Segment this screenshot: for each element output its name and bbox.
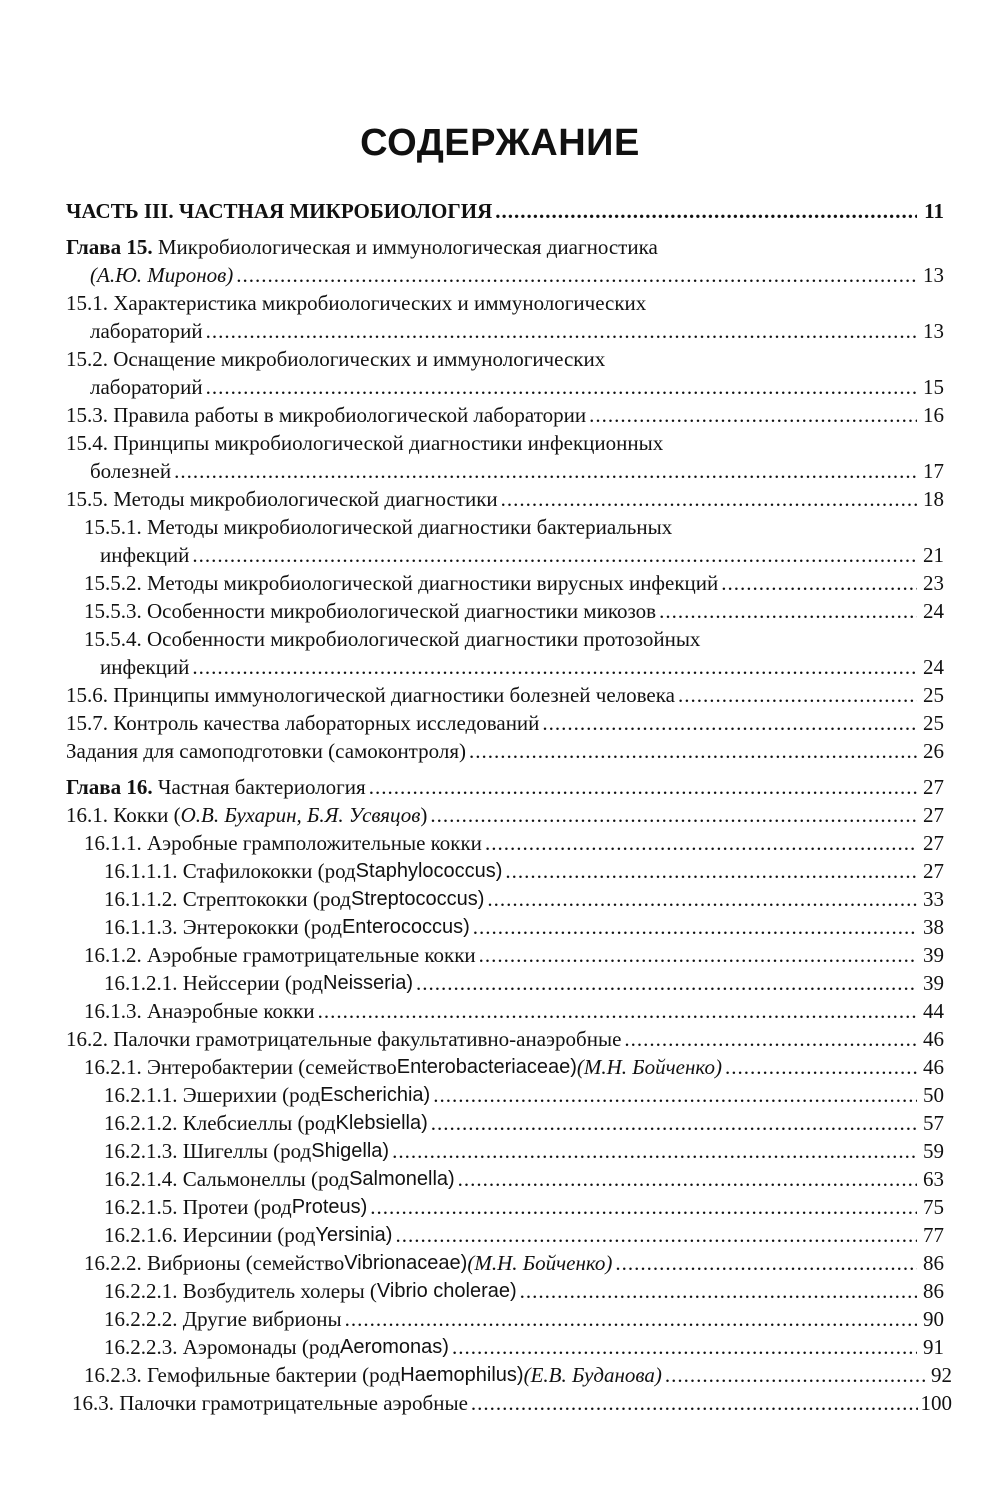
toc-entry-label: 16.2.2.1. Возбудитель холеры ( <box>104 1279 377 1303</box>
toc-dot-leader <box>665 1361 925 1389</box>
toc-section-16-2-1-6[interactable] <box>104 1221 944 1249</box>
toc-page-number: 13 <box>923 263 944 287</box>
chapter-number: Глава 15. <box>66 235 153 259</box>
toc-dot-leader <box>236 261 917 289</box>
toc-page-number: 38 <box>923 915 944 939</box>
toc-entry-label: 16.2.1.6. Иерсинии (род <box>104 1223 316 1247</box>
toc-entry-latin: Proteus) <box>291 1196 368 1218</box>
toc-dot-leader <box>487 885 917 913</box>
toc-page-number: 21 <box>923 543 944 567</box>
toc-page-number: 11 <box>924 199 944 223</box>
toc-entry-latin: Neisseria) <box>323 972 414 994</box>
toc-entry-label: 16.1.1.1. Стафилококки (род <box>104 859 356 883</box>
toc-section-15-4[interactable] <box>66 429 663 457</box>
toc-entry-latin: Vibrionaceae) <box>344 1252 468 1274</box>
toc-dot-leader <box>192 541 917 569</box>
toc-entry-label: 16.1.1. Аэробные грамположительные кокки <box>84 831 482 855</box>
toc-section-15-5-3[interactable] <box>84 597 944 625</box>
toc-section-16-1-2[interactable] <box>84 941 944 969</box>
toc-dot-leader <box>369 773 917 801</box>
toc-entry-label: инфекций <box>100 543 190 567</box>
toc-section-16-1-2-1[interactable] <box>104 969 944 997</box>
toc-entry-author: (М.Н. Бойченко) <box>467 1251 613 1275</box>
toc-entry-label: 15.3. Правила работы в микробиологической лаборатории <box>66 403 587 427</box>
toc-entry-latin: Vibrio cholerae) <box>376 1280 517 1302</box>
toc-entry-label: 16.2.1.2. Клебсиеллы (род <box>104 1111 336 1135</box>
toc-page-number: 13 <box>923 319 944 343</box>
toc-entry-label: 16.1.1.2. Стрептококки (род <box>104 887 351 911</box>
toc-page-number: 27 <box>923 859 944 883</box>
toc-dot-leader <box>458 1165 917 1193</box>
toc-dot-leader <box>542 709 917 737</box>
toc-section-16-2-2-3[interactable] <box>104 1333 944 1361</box>
toc-page-number: 90 <box>923 1307 944 1331</box>
toc-entry-label: Микробиологическая и иммунологическая диагностика <box>157 235 658 259</box>
toc-entry-label: 15.5.4. Особенности микробиологической диагностики протозойных <box>84 627 701 651</box>
toc-entry-label: Частная бактериология <box>157 775 366 799</box>
toc-entry-label: 16.2.2.3. Аэромонады (род <box>104 1335 340 1359</box>
toc-entry-label: 15.7. Контроль качества лабораторных исследований <box>66 711 540 735</box>
toc-page-number: 75 <box>923 1195 944 1219</box>
toc-page-number: 27 <box>923 803 944 827</box>
toc-page-number: 25 <box>923 711 944 735</box>
toc-tasks-15[interactable] <box>66 737 944 765</box>
toc-page-number: 50 <box>923 1083 944 1107</box>
toc-entry-latin: Enterococcus) <box>341 916 470 938</box>
toc-chapter-15-author[interactable] <box>90 261 944 289</box>
toc-section-16-2-1-3[interactable] <box>104 1137 944 1165</box>
toc-part-iii[interactable] <box>66 197 944 225</box>
toc-dot-leader <box>430 801 917 829</box>
toc-page-number: 25 <box>923 683 944 707</box>
toc-entry-label: 16.1.2.1. Нейссерии (род <box>104 971 323 995</box>
toc-entry-label: ЧАСТЬ III. ЧАСТНАЯ МИКРОБИОЛОГИЯ <box>66 199 493 223</box>
toc-entry-author: О.В. Бухарин, Б.Я. Усвяцов <box>180 803 421 827</box>
toc-dot-leader <box>501 485 917 513</box>
toc-entry-label: 16.2.1.5. Протеи (род <box>104 1195 292 1219</box>
toc-dot-leader <box>452 1333 917 1361</box>
toc-page-number: 39 <box>923 943 944 967</box>
toc-entry-label: болезней <box>90 459 172 483</box>
closing-paren: ) <box>420 803 428 827</box>
toc-page-number: 46 <box>923 1055 944 1079</box>
toc-section-15-5-2[interactable] <box>84 569 944 597</box>
page-title: СОДЕРЖАНИЕ <box>360 122 640 164</box>
toc-dot-leader <box>469 737 917 765</box>
toc-page-number: 77 <box>923 1223 944 1247</box>
toc-page-number: 100 <box>920 1391 952 1415</box>
toc-section-16-1-1-1[interactable] <box>104 857 944 885</box>
toc-page-number: 44 <box>923 999 944 1023</box>
toc-section-15-7[interactable] <box>66 709 944 737</box>
toc-dot-leader <box>318 997 917 1025</box>
toc-section-16-2-1-5[interactable] <box>104 1193 944 1221</box>
toc-dot-leader <box>395 1221 917 1249</box>
toc-entry-label: 16.2.2.2. Другие вибрионы <box>104 1307 342 1331</box>
toc-entry-latin: Aeromonas) <box>340 1336 449 1358</box>
toc-section-16-2-1-2[interactable] <box>104 1109 944 1137</box>
toc-section-16-2-2-1[interactable] <box>104 1277 944 1305</box>
toc-entry-label: Задания для самоподготовки (самоконтроля) <box>66 739 466 763</box>
toc-section-15-3[interactable] <box>66 401 944 429</box>
toc-dot-leader <box>624 1025 917 1053</box>
toc-page-number: 18 <box>923 487 944 511</box>
toc-dot-leader <box>392 1137 917 1165</box>
toc-entry-label: 16.2.1. Энтеробактерии (семейство <box>84 1055 397 1079</box>
toc-entry-label: лабораторий <box>90 319 203 343</box>
toc-entry-latin: Staphylococcus) <box>355 860 503 882</box>
toc-section-15-5[interactable] <box>66 485 944 513</box>
toc-dot-leader <box>345 1305 917 1333</box>
toc-dot-leader <box>589 401 917 429</box>
toc-section-15-6[interactable] <box>66 681 944 709</box>
toc-page-number: 59 <box>923 1139 944 1163</box>
toc-section-15-5-4-cont[interactable] <box>100 653 944 681</box>
toc-entry-latin: Escherichia) <box>320 1084 431 1106</box>
toc-section-16-2-3[interactable] <box>84 1361 952 1389</box>
toc-entry-latin: Enterobacteriaceae) <box>396 1056 577 1078</box>
toc-entry-label: 16.2.3. Гемофильные бактерии (род <box>84 1363 401 1387</box>
toc-entry-label: 16.1.1.3. Энтерококки (род <box>104 915 342 939</box>
toc-dot-leader <box>678 681 917 709</box>
toc-entry-label: 16.1.2. Аэробные грамотрицательные кокки <box>84 943 476 967</box>
toc-page-number: 16 <box>923 403 944 427</box>
toc-dot-leader <box>433 1081 917 1109</box>
toc-entry-latin: Streptococcus) <box>350 888 485 910</box>
toc-entry-label: 16.2.1.3. Шигеллы (род <box>104 1139 312 1163</box>
toc-section-16-2-1-1[interactable] <box>104 1081 944 1109</box>
toc-page-number: 27 <box>923 831 944 855</box>
toc-dot-leader <box>473 913 917 941</box>
toc-page-number: 24 <box>923 599 944 623</box>
toc-dot-leader <box>479 941 917 969</box>
toc-chapter-15-title[interactable] <box>66 233 658 261</box>
toc-page-number: 86 <box>923 1279 944 1303</box>
toc-entry-latin: Salmonella) <box>349 1168 455 1190</box>
toc-section-15-1[interactable] <box>66 289 646 317</box>
toc-entry-label: 15.5.3. Особенности микробиологической диагностики микозов <box>84 599 657 623</box>
toc-dot-leader <box>370 1193 917 1221</box>
toc-section-16-2-1-4[interactable] <box>104 1165 944 1193</box>
toc-entry-label: инфекций <box>100 655 190 679</box>
toc-entry-label: 15.5. Методы микробиологической диагностики <box>66 487 498 511</box>
toc-dot-leader <box>431 1109 917 1137</box>
toc-page-number: 86 <box>923 1251 944 1275</box>
toc-entry-label: 15.5.2. Методы микробиологической диагностики вирусных инфекций <box>84 571 719 595</box>
toc-page-number: 15 <box>923 375 944 399</box>
toc-page-number: 24 <box>923 655 944 679</box>
toc-page-number: 63 <box>923 1167 944 1191</box>
toc-dot-leader <box>495 197 917 225</box>
toc-page-number: 17 <box>923 459 944 483</box>
toc-entry-latin: Haemophilus) <box>400 1364 524 1386</box>
toc-entry-label: 15.1. Характеристика микробиологических и иммунологических <box>66 291 647 315</box>
toc-section-15-5-4[interactable] <box>84 625 700 653</box>
toc-dot-leader <box>192 653 917 681</box>
toc-page-number: 92 <box>931 1363 952 1387</box>
toc-section-15-2-cont[interactable] <box>90 373 944 401</box>
toc-section-15-5-1-cont[interactable] <box>100 541 944 569</box>
toc-dot-leader <box>520 1277 917 1305</box>
toc-entry-label: 16.1.3. Анаэробные кокки <box>84 999 315 1023</box>
toc-entry-label: 16.2.1.4. Сальмонеллы (род <box>104 1167 350 1191</box>
toc-section-15-1-cont[interactable] <box>90 317 944 345</box>
toc-page-number: 33 <box>923 887 944 911</box>
toc-dot-leader <box>505 857 917 885</box>
toc-section-16-2-1[interactable] <box>84 1053 944 1081</box>
toc-entry-label: 15.2. Оснащение микробиологических и иммунологических <box>66 347 606 371</box>
toc-entry-label: 16.1. Кокки ( <box>66 803 181 827</box>
toc-entry-latin: Klebsiella) <box>335 1112 428 1134</box>
toc-section-15-4-cont[interactable] <box>90 457 944 485</box>
toc-dot-leader <box>725 1053 917 1081</box>
toc-section-16-1[interactable] <box>66 801 944 829</box>
toc-dot-leader <box>174 457 917 485</box>
toc-entry-label: 15.5.1. Методы микробиологической диагностики бактериальных <box>84 515 673 539</box>
toc-section-16-2[interactable] <box>66 1025 944 1053</box>
toc-page-number: 27 <box>923 775 944 799</box>
toc-entry-label: 15.6. Принципы иммунологической диагностики болезней человека <box>66 683 675 707</box>
toc-entry-latin: Yersinia) <box>315 1224 393 1246</box>
toc-entry-label: 16.2.2. Вибрионы (семейство <box>84 1251 345 1275</box>
toc-section-16-2-2-2[interactable] <box>104 1305 944 1333</box>
toc-entry-label: 16.2. Палочки грамотрицательные факультативно-анаэробные <box>66 1027 622 1051</box>
toc-dot-leader <box>721 569 917 597</box>
toc-dot-leader <box>615 1249 917 1277</box>
toc-entry-label: 16.2.1.1. Эшерихии (род <box>104 1083 321 1107</box>
toc-section-16-1-1[interactable] <box>84 829 944 857</box>
toc-page-number: 23 <box>923 571 944 595</box>
toc-entry-author: (А.Ю. Миронов) <box>90 263 234 287</box>
toc-page-number: 39 <box>923 971 944 995</box>
toc-section-16-1-3[interactable] <box>84 997 944 1025</box>
toc-section-16-2-2[interactable] <box>84 1249 944 1277</box>
toc-dot-leader <box>206 317 917 345</box>
toc-entry-label: лабораторий <box>90 375 203 399</box>
toc-dot-leader <box>471 1389 918 1417</box>
toc-section-16-3[interactable] <box>72 1389 952 1417</box>
toc-entry-author: (М.Н. Бойченко) <box>576 1055 722 1079</box>
toc-dot-leader <box>206 373 917 401</box>
toc-entry-label: 15.4. Принципы микробиологической диагностики инфекционных <box>66 431 664 455</box>
toc-section-15-2[interactable] <box>66 345 605 373</box>
chapter-number: Глава 16. <box>66 775 153 799</box>
toc-chapter-16[interactable] <box>66 773 944 801</box>
toc-page-number: 91 <box>923 1335 944 1359</box>
toc-dot-leader <box>416 969 917 997</box>
toc-section-16-1-1-3[interactable] <box>104 913 944 941</box>
toc-section-15-5-1[interactable] <box>84 513 672 541</box>
toc-entry-latin: Shigella) <box>311 1140 390 1162</box>
toc-dot-leader <box>485 829 917 857</box>
toc-entry-author: (Е.В. Буданова) <box>523 1363 662 1387</box>
toc-page-number: 26 <box>923 739 944 763</box>
toc-dot-leader <box>659 597 917 625</box>
toc-page-number: 57 <box>923 1111 944 1135</box>
toc-section-16-1-1-2[interactable] <box>104 885 944 913</box>
toc-entry-label: 16.3. Палочки грамотрицательные аэробные <box>72 1391 468 1415</box>
toc-page-number: 46 <box>923 1027 944 1051</box>
